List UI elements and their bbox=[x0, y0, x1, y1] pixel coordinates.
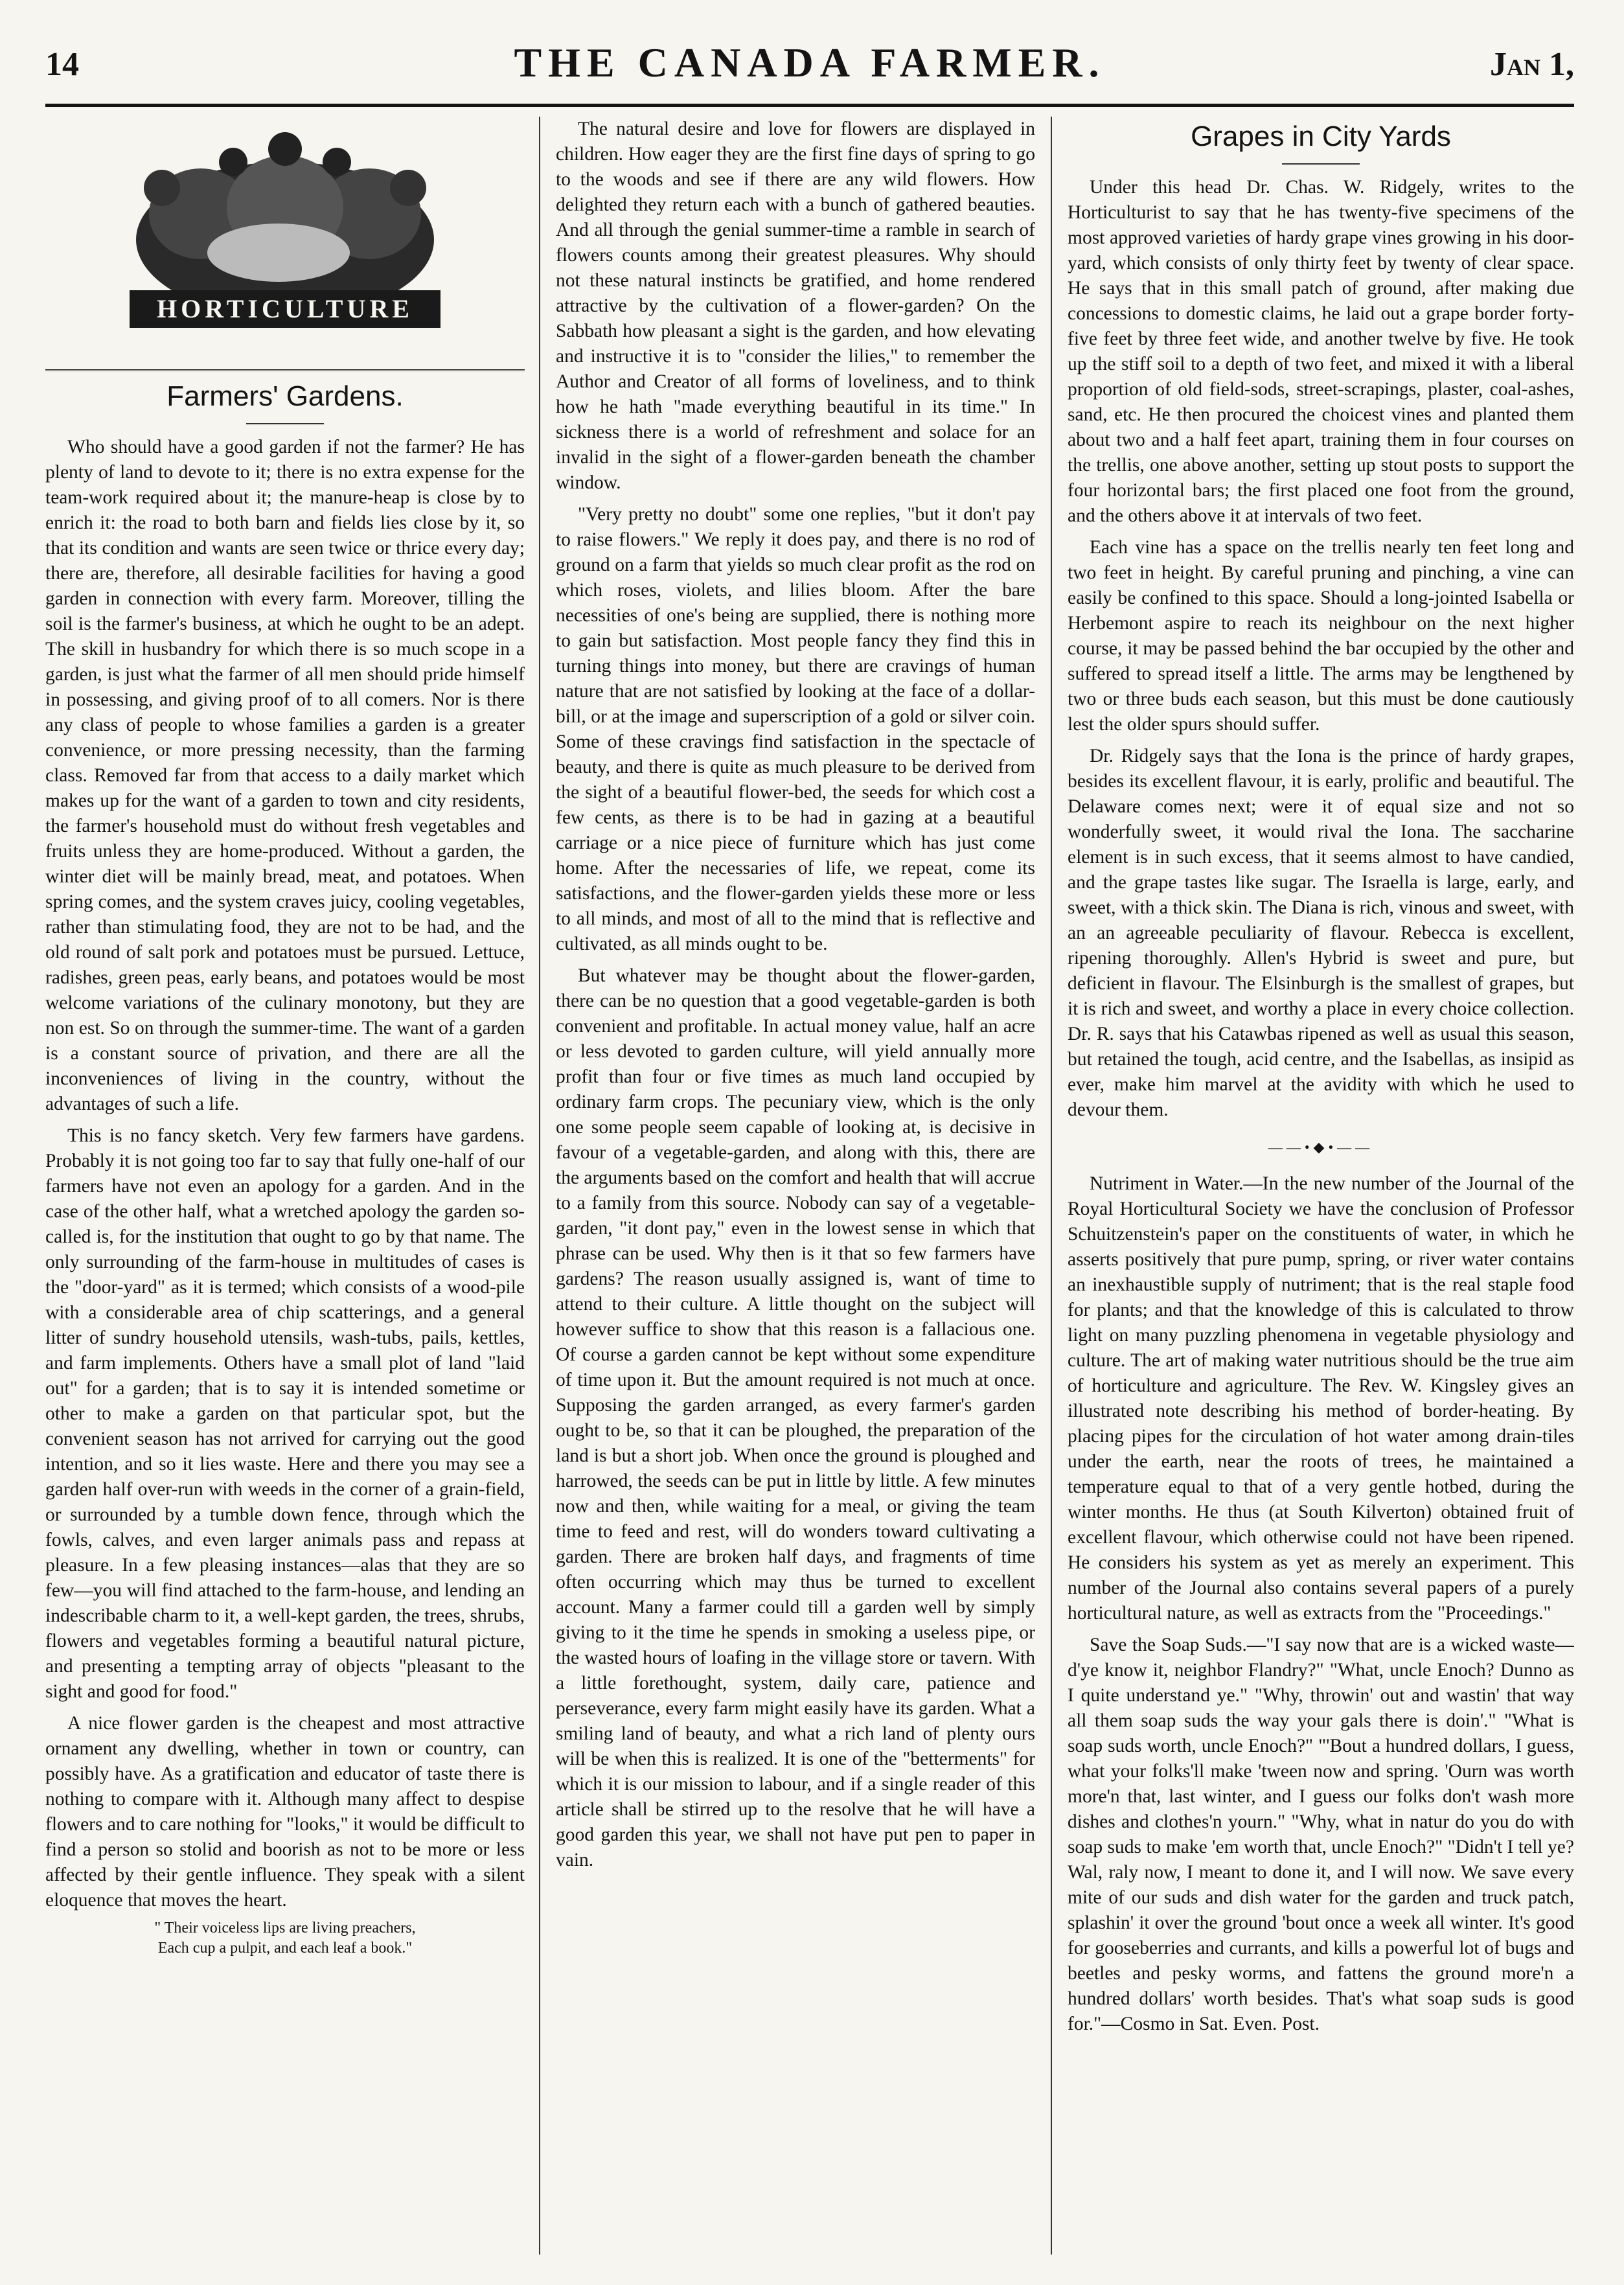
poem-line: " Their voiceless lips are living preachers, bbox=[154, 1920, 416, 1936]
poem-line: Each cup a pulpit, and each leaf a book." bbox=[157, 1940, 413, 1957]
column-3 bbox=[1068, 117, 1574, 2268]
poem-quote bbox=[45, 1918, 525, 1958]
column-2 bbox=[556, 117, 1035, 2268]
horticulture-engraving bbox=[104, 117, 466, 356]
heading-separator bbox=[1282, 163, 1360, 165]
heading-separator bbox=[246, 423, 324, 424]
banner-label: HORTICULTURE bbox=[157, 294, 413, 323]
article-paragraph: Under this head Dr. Chas. W. Ridgely, writes to the Horticulturist to say that he has twenty-five specimens of the most approved varieties of hardy grape vines growing in his door-yard, which consists of only thirty feet by twenty of clear space. He says that in this small patch of ground, after making due concessions to domestic claims, he laid out a grape border forty-five feet by three feet wide, and another twelve by five. He took up the stiff soil to a depth of two feet, and mixed it with a liberal proportion of old field-sods, street-scrapings, plaster, coal-ashes, sand, etc. He then procured the choicest vines and planted them about two and a half feet apart, training them in four courses on the trellis, one above another, setting up stout posts to support the four horizontal bars; the first placed one foot from the ground, and the others above it at intervals of two feet. bbox=[1068, 177, 1574, 526]
article-paragraph: Each vine has a space on the trellis nearly ten feet long and two feet in height. By careful pruning and pinching, a vine can easily be confined to this space. Should a long-jointed Isabella or Herbemont aspire to reach its neighbour on the next higher course, it may be passed behind the bar occupied by the other and suffered to spread itself a little. The arms may be lengthened by two or three buds each season, but this must be done cautiously lest the older spurs should suffer. bbox=[1068, 537, 1574, 735]
article-paragraph: Dr. Ridgely says that the Iona is the prince of hardy grapes, besides its excellent flavour, it is early, prolific and beautiful. The Delaware comes next; were it of equal size and not so wonderfully sweet, it would rival the Iona. The saccharine element is in such excess, that it seems almost to have candied, and the grape tastes like sugar. The Israella is large, early, and sweet, with a thick skin. The Diana is rich, vinous and sweet, with an an agreeable peculiarity of flavour. Rebecca is excellent, ripening thoroughly. Allen's Hybrid is sweet and pure, but deficient in flavour. The Elsinburgh is the smallest of grapes, but it is rich and sweet, and worthy a place in every choice collection. Dr. R. says that his Catawbas ripened as well as usual this season, but retained the tough, acid centre, and the Isabellas, as insipid as ever, make him marvel at the avidity with which he used to devour them. bbox=[1068, 746, 1574, 1120]
article-paragraph: A nice flower garden is the cheapest and most attractive ornament any dwelling, whether in town or country, can possibly have. As a gratification and educator of taste there is nothing to compare with it. Although many affect to despise flowers and to care nothing for "looks," it would be difficult to find a person so stolid and boorish as not to be more or less affected by their gentle influence. They speak with a silent eloquence that moves the heart. bbox=[45, 1713, 525, 1911]
column-rule bbox=[539, 117, 540, 2255]
heading-rule bbox=[45, 369, 525, 371]
article-paragraph: Save the Soap Suds.—"I say now that are is a wicked waste—d'ye know it, neighbor Flandry?" "What, uncle Enoch? Dunno as I quite understand ye." "Why, throwin' out and wastin' that way all them soap suds the way your gals there is doin'." "What is soap suds worth, uncle Enoch?" "'Bout a hundred dollars, I guess, what your folks'll make 'tween now and spring. 'Ourn was worth more'n that, last winter, and I guess our folks don't wash more dishes and clothes'n yourn." "Why, what in natur do you do with soap suds to make 'em worth that, uncle Enoch?" "Didn't I tell ye? Wal, raly now, I meant to done it, and I will now. We save every mite of our suds and dish water for the garden and truck patch, splashin' it over the ground 'bout once a week all winter. It's good for gooseberries and currants, and kills a powerful lot of bugs and beetles and pesky worms, and fattens the ground more'n a hundred dollars' worth besides. That's what soap suds is good for."—Cosmo in Sat. Even. Post. bbox=[1068, 1635, 1574, 2034]
newspaper-title: THE CANADA FARMER. bbox=[514, 40, 1106, 86]
issue-date: Jan 1, bbox=[1490, 46, 1574, 83]
column-rule bbox=[1051, 117, 1052, 2255]
article-paragraph: "Very pretty no doubt" some one replies, "but it don't pay to raise flowers." We reply it does pay, and there is no rod of ground on a farm that yields so much clear profit as the rod on which roses, violets, and lilies bloom. After the bare necessities of one's being are supplied, there is nothing more to gain but satisfaction. Most people fancy they find this in turning things into money, but there are cravings of human nature that are not satisfied by looking at the face of a dollar-bill, or at the image and superscription of a gold or silver coin. Some of these cravings find satisfaction in the spectacle of beauty, and there is quite as much pleasure to be derived from the sight of a beautiful flower-bed, the seeds for which cost a few cents, as there is to be had in gazing at a beautiful carriage or a nice piece of furniture which has just come home. After the necessaries of life, we repeat, come its satisfactions, and the flower-garden yields these more or less to all minds, and most of all to the mind that is reflective and cultivated, as all minds ought to be. bbox=[556, 504, 1035, 954]
page-number: 14 bbox=[45, 46, 79, 83]
article-paragraph: This is no fancy sketch. Very few farmers have gardens. Probably it is not going too far to say that fully one-half of our farmers have not even an apology for a garden. And in the case of the other half, what a wretched apology the garden so-called is, for the institution that ought to go by that name. The only surrounding of the farm-house in multitudes of cases is the "door-yard" as it is termed; which consists of a wood-pile with a considerable area of chip scatterings, and a general litter of sundry household utensils, wash-tubs, pails, kettles, and farm implements. Others have a small plot of land "laid out" for a garden; that is to say it is intended sometime or other to make a garden on that particular spot, but the convenient season has not arrived for carrying out the good intention, and so it lies waste. Here and there you may see a garden half over-run with weeds in the corner of a grain-field, or surrounded by a tumble down fence, through which the fowls, calves, and even larger animals pass and repass at pleasure. In a few pleasing instances—alas that they are so few—you will find attached to the farm-house, and lending an indescribable charm to it, a well-kept garden, the trees, shrubs, flowers and vegetables forming a beautiful natural picture, and presenting a tempting array of objects "pleasant to the sight and good for food." bbox=[45, 1125, 525, 1702]
article-heading: Farmers' Gardens. bbox=[166, 380, 404, 412]
article-heading: Grapes in City Yards bbox=[1191, 121, 1451, 152]
masthead bbox=[45, 32, 1574, 107]
column-1 bbox=[45, 117, 525, 2268]
article-paragraph: But whatever may be thought about the flower-garden, there can be no question that a good vegetable-garden is both convenient and profitable. In actual money value, half an acre or less devoted to garden culture, will yield annually more profit than four or five times as much land occupied by ordinary farm crops. The pecuniary view, which is the only one some people seem capable of looking at, is decisive in favour of a vegetable-garden, and along with this, there are the arguments based on the comfort and health that will accrue to a family from this source. Nobody can say of a vegetable-garden, "it dont pay," even in the lowest sense in which that phrase can be used. Why then is it that so few farmers have gardens? The reason usually assigned is, want of time to attend to their culture. A little thought on the subject will however suffice to show that this reason is a fallacious one. Of course a garden cannot be kept without some expenditure of time upon it. But the amount required is not much at once. Supposing the garden arranged, as every farmer's garden ought to be, so that it can be ploughed, the preparation of the land is but a short job. When once the ground is ploughed and harrowed, the seeds can be put in little by little. A few minutes now and then, while waiting for a meal, or giving the team time to feed and rest, will do wonders toward cultivating a garden. There are broken half days, and fragments of time often occurring which may thus be turned to excellent account. Many a farmer could till a garden well by simply giving to it the time he spends in smoking a useless pipe, or the wasted hours of loafing in the village store or tavern. With a little forethought, system, daily care, patience and perseverance, every farm might easily have its garden. What a smiling land of beauty, and what a rich land of plenty ours will be when this is realized. It is one of the "betterments" for which it is our mission to labour, and if a single reader of this article shall be stirred up to the resolve that he will have a good garden this year, we shall not have put pen to paper in vain. bbox=[556, 965, 1035, 1870]
section-divider: ——•◆•—— bbox=[1268, 1139, 1374, 1155]
article-paragraph: The natural desire and love for flowers are displayed in children. How eager they are the first fine days of spring to go to the woods and see if there are any wild flowers. How delighted they return each with a bunch of gathered beauties. And all through the genial summer-time a ramble in search of flowers counts among their greatest pleasures. Why should not these natural instincts be gratified, and home rendered attractive by the cultivation of a flower-garden? On the Sabbath how pleasant a sight is the garden, and how elevating and instructive it is to "consider the lilies," to remember the Author and Creator of all forms of loveliness, and to think how he hath "made everything beautiful in its time." In sickness there is a world of refreshment and solace for an invalid in the sight of a flower-garden beneath the chamber window. bbox=[556, 119, 1035, 493]
horticulture-banner bbox=[104, 117, 466, 356]
article-paragraph: Who should have a good garden if not the farmer? He has plenty of land to devote to it; there is no extra expense for the team-work required about it; the manure-heap is close by to enrich it: the road to both barn and fields lies close by it, so that its condition and wants are seen twice or thrice every day; there are, therefore, all desirable facilities for having a good garden in connection with every farm. Moreover, tilling the soil is the farmer's business, at which he ought to be an adept. The skill in husbandry for which there is so much scope in a garden, is just what the farmer of all men should pride himself in possessing, and giving proof of to all comers. Nor is there any class of people to whose families a garden is a greater convenience, or more pressing necessity, than the farming class. Removed far from that access to a daily market which makes up for the want of a garden to town and city residents, the farmer's household must do without fresh vegetables and fruits unless they are home-produced. Without a garden, the winter diet will be mainly bread, meat, and potatoes. When spring comes, and the system craves juicy, cooling vegetables, rather than stimulating food, they are not to be had, and the old round of salt pork and potatoes must be pursued. Lettuce, radishes, green peas, early beans, and potatoes would be most welcome variations of the culinary monotony, but they are non est. So on through the summer-time. The want of a garden is a constant source of privation, and there are all the inconveniences of living in the country, without the advantages of such a life. bbox=[45, 437, 525, 1114]
article-paragraph: Nutriment in Water.—In the new number of the Journal of the Royal Horticultural Society we have the conclusion of Professor Schuitzenstein's paper on the constituents of water, in which he asserts positively that pure pump, spring, or river water contains an inexhaustible supply of nutriment; that is the real staple food for plants; and that the knowledge of this is calculated to throw light on many puzzling phenomena in vegetable physiology and culture. The art of making water nutritious should be the true aim of horticulture and agriculture. The Rev. W. Kingsley gives an illustrated note describing his method of border-heating. By placing pipes for the circulation of hot water among drain-tiles under the earth, near the roots of trees, he maintained a temperature equal to that of a very gentle hotbed, during the winter months. He thus (at South Kilverton) obtained fruit of excellent flavour, which otherwise could not have been ripened. He considers his system as yet as merely an experiment. This number of the Journal also contains several papers of a purely horticultural nature, as well as extracts from the "Proceedings." bbox=[1068, 1173, 1574, 1624]
